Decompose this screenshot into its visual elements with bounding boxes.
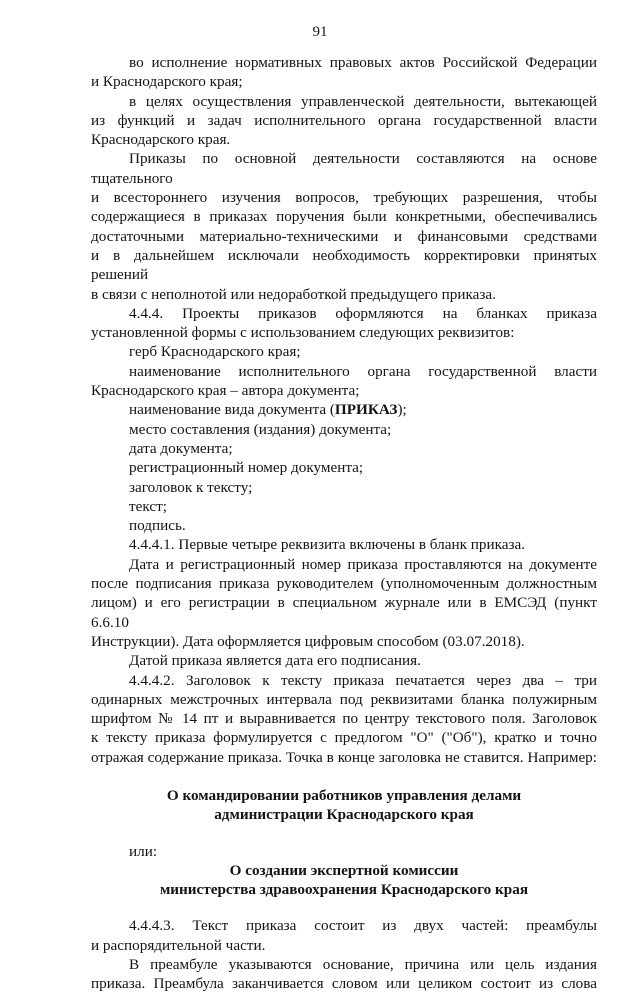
text-line: установленной формы с использованием следующих реквизитов: xyxy=(91,324,515,342)
text-line: из функций и задач исполнительного органа государственной власти xyxy=(91,111,597,129)
text-line: шрифтом № 14 пт и выравнивается по центру текстового поля. Заголовок xyxy=(91,710,597,728)
or-label: или: xyxy=(129,842,158,860)
text-line: к тексту приказа формулируется с предлогом "О" ("Об"), кратко и точно xyxy=(91,729,597,747)
text-line: содержащиеся в приказах поручения были конкретными, обеспечивались xyxy=(91,208,597,226)
text-line: в связи с неполнотой или недоработкой предыдущего приказа. xyxy=(91,285,496,303)
example-heading-1-line-2: администрации Краснодарского края xyxy=(214,806,474,824)
text-line: Приказы по основной деятельности составляются на основе тщательного xyxy=(91,150,597,187)
text-line: достаточными материально-техническими и финансовыми средствами xyxy=(91,227,597,245)
text-line: в целях осуществления управленческой деятельности, вытекающей xyxy=(129,92,597,110)
example-heading-2-line-1: О создании экспертной комиссии xyxy=(229,861,459,879)
body-text-block xyxy=(91,53,597,767)
text-line: заголовок к тексту; xyxy=(129,478,253,496)
text-line: подпись. xyxy=(129,517,186,535)
text-line: приказа. Преамбула заканчивается словом или целиком состоит из слова xyxy=(91,975,597,993)
text-line: наименование исполнительного органа государственной власти xyxy=(129,362,597,380)
text-line: 4.4.4. Проекты приказов оформляются на бланках приказа xyxy=(129,304,597,322)
text-line: В преамбуле указываются основание, причина или цель издания xyxy=(129,956,597,974)
text-line: место составления (издания) документа; xyxy=(129,420,392,438)
text-line: Краснодарского края – автора документа; xyxy=(91,382,360,400)
document-body xyxy=(91,53,597,994)
example-heading-1-line-1: О командировании работников управления делами xyxy=(166,786,522,804)
text-line: Дата и регистрационный номер приказа проставляются на документе xyxy=(129,555,597,573)
text-line: и всестороннего изучения вопросов, требующих разрешения, чтобы xyxy=(91,189,597,207)
text-line: текст; xyxy=(129,497,167,515)
text-line: 4.4.4.3. Текст приказа состоит из двух частей: преамбулы xyxy=(129,917,597,935)
text-line: 4.4.4.2. Заголовок к тексту приказа печатается через два – три xyxy=(129,671,597,689)
text-line: после подписания приказа руководителем (уполномоченным должностным xyxy=(91,575,597,593)
text-line: 4.4.4.1. Первые четыре реквизита включены в бланк приказа. xyxy=(129,536,526,554)
text-line: и Краснодарского края; xyxy=(91,73,243,91)
text-line: и распорядительной части. xyxy=(91,936,266,954)
text-line: лицом) и его регистрации в специальном журнале или в ЕМСЭД (пункт 6.6.10 xyxy=(91,594,597,631)
text-line: герб Краснодарского края; xyxy=(129,343,301,361)
text-line: во исполнение нормативных правовых актов Российской Федерации xyxy=(129,54,597,71)
text-line: наименование вида документа (ПРИКАЗ); xyxy=(129,401,407,419)
text-line: регистрационный номер документа; xyxy=(129,459,364,477)
page-number: 91 xyxy=(312,24,328,40)
text-line: отражая содержание приказа. Точка в конце заголовка не ставится. Например: xyxy=(91,748,597,766)
text-line: дата документа; xyxy=(129,439,233,457)
text-line: Инструкции). Дата оформляется цифровым способом (03.07.2018). xyxy=(91,632,525,650)
text-line: Датой приказа является дата его подписания. xyxy=(129,652,421,670)
text-line: одинарных межстрочных интервала под реквизитами бланка полужирным xyxy=(91,690,597,708)
body-text-block-after xyxy=(91,916,597,993)
document-type-bold: ПРИКАЗ xyxy=(334,401,398,419)
example-heading-2-line-2: министерства здравоохранения Краснодарского края xyxy=(159,881,529,899)
text-line: Краснодарского края. xyxy=(91,131,231,149)
text-line: и в дальнейшем исключали необходимость корректировки принятых решений xyxy=(91,246,597,284)
